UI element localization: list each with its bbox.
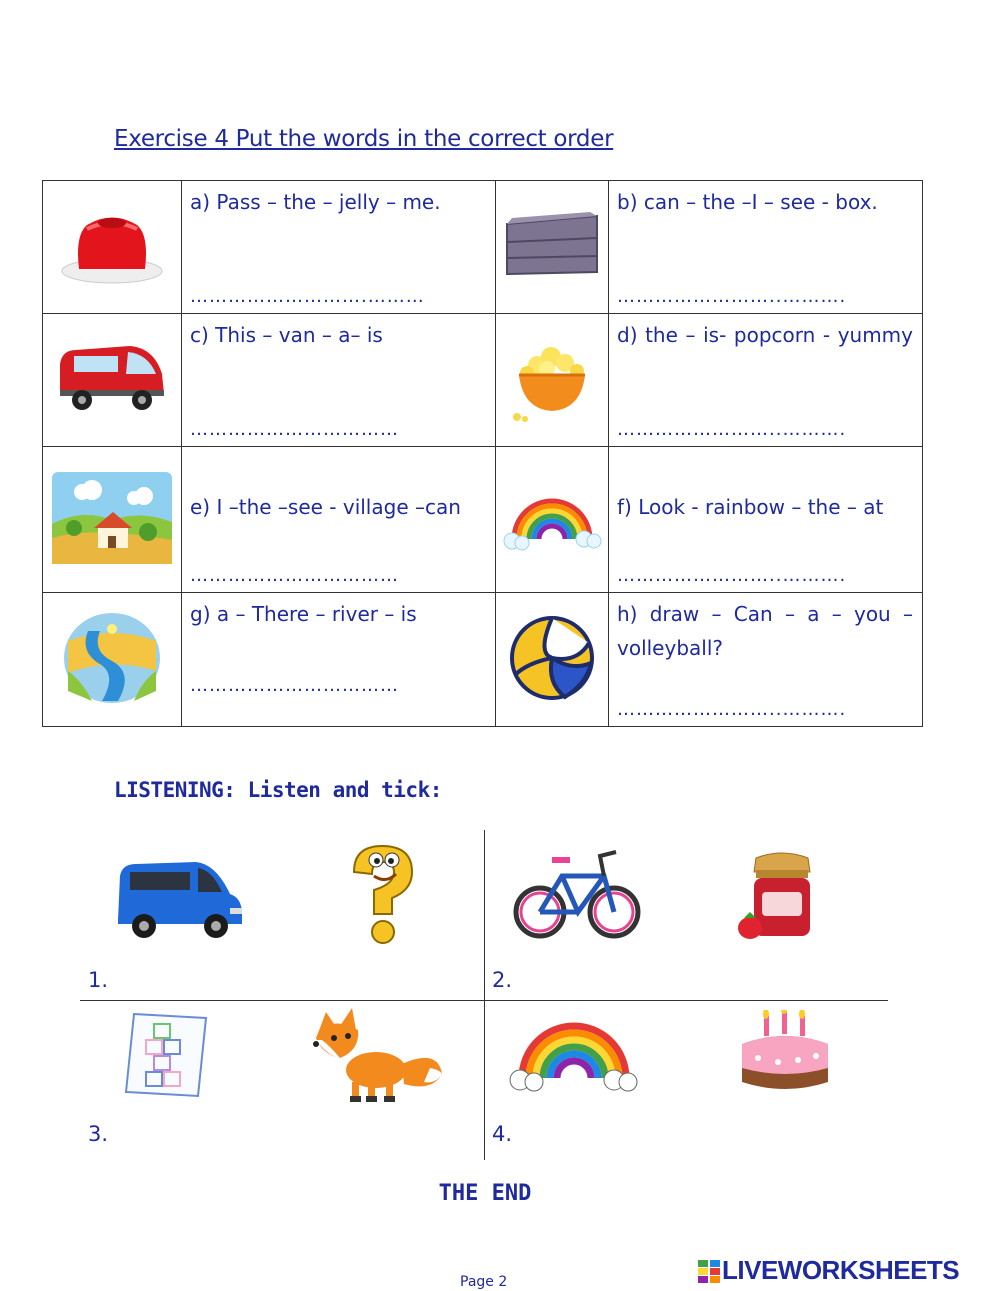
- item-prompt: h) draw – Can – a – you – volleyball?: [617, 602, 913, 660]
- picture-cell: [496, 181, 609, 314]
- item-prompt: f) Look - rainbow – the – at: [617, 494, 884, 519]
- answer-line[interactable]: ……………………..……….: [617, 699, 847, 720]
- rainbow-icon[interactable]: [508, 1016, 640, 1092]
- jam-jar-icon[interactable]: [738, 853, 810, 939]
- item-number: 3.: [88, 1122, 109, 1146]
- picture-cell: [496, 447, 609, 593]
- brand-name: LIVEWORKSHEETS: [722, 1255, 960, 1285]
- item-prompt: c) This – van – a– is: [190, 323, 383, 347]
- exercise-title: Exercise 4 Put the words in the correct order: [114, 126, 614, 152]
- item-prompt: e) I –the –see - village –can: [190, 494, 461, 519]
- bicycle-icon[interactable]: [512, 846, 642, 942]
- item-e: [182, 447, 496, 593]
- answer-line[interactable]: ……………………..……….: [617, 286, 847, 307]
- fox-icon[interactable]: [312, 1004, 444, 1104]
- picture-cell: [43, 181, 182, 314]
- item-number: 4.: [492, 1122, 513, 1146]
- brand-logo[interactable]: [698, 1255, 959, 1286]
- jelly-icon: [57, 205, 167, 285]
- exercise-table: [42, 180, 923, 727]
- item-prompt: g) a – There – river – is: [190, 602, 417, 626]
- answer-line[interactable]: ……………………….………: [190, 286, 425, 307]
- item-prompt: d) the – is- popcorn - yummy: [617, 323, 913, 347]
- item-h: [609, 593, 923, 727]
- red-van-icon: [54, 340, 170, 416]
- crate-icon: [502, 212, 602, 278]
- answer-line[interactable]: ……………………………: [190, 565, 399, 586]
- volleyball-icon: [507, 613, 597, 703]
- popcorn-icon: [507, 333, 597, 423]
- item-prompt: a) Pass – the – jelly – me.: [190, 190, 441, 214]
- question-mark-icon[interactable]: [346, 842, 418, 946]
- page-number: Page 2: [460, 1274, 508, 1290]
- river-icon: [62, 611, 162, 705]
- picture-cell: [43, 314, 182, 447]
- item-prompt: b) can – the –I – see - box.: [617, 190, 878, 214]
- answer-line[interactable]: ……………………..……….: [617, 419, 847, 440]
- item-number: 2.: [492, 968, 513, 992]
- item-g: [182, 593, 496, 727]
- item-d: [609, 314, 923, 447]
- item-c: [182, 314, 496, 447]
- picture-cell: [496, 314, 609, 447]
- listening-title: LISTENING: Listen and tick:: [114, 778, 442, 802]
- hopscotch-icon[interactable]: [122, 1010, 208, 1098]
- picture-cell: [496, 593, 609, 727]
- item-a: [182, 181, 496, 314]
- item-number: 1.: [88, 968, 109, 992]
- answer-line[interactable]: ……………………………: [190, 675, 399, 696]
- grid-divider-horizontal: [80, 1000, 888, 1001]
- picture-cell: [43, 447, 182, 593]
- birthday-cake-icon[interactable]: [738, 1010, 832, 1094]
- item-f: [609, 447, 923, 593]
- item-b: [609, 181, 923, 314]
- blue-van-icon[interactable]: [112, 858, 246, 940]
- answer-line[interactable]: ……………………..……….: [617, 565, 847, 586]
- answer-line[interactable]: ……………………………: [190, 419, 399, 440]
- picture-cell: [43, 593, 182, 727]
- rainbow-icon: [500, 485, 604, 551]
- village-icon: [52, 472, 172, 564]
- grid-divider-vertical: [484, 830, 485, 1160]
- liveworksheets-logo-icon: [698, 1260, 720, 1284]
- the-end-text: THE END: [438, 1181, 532, 1206]
